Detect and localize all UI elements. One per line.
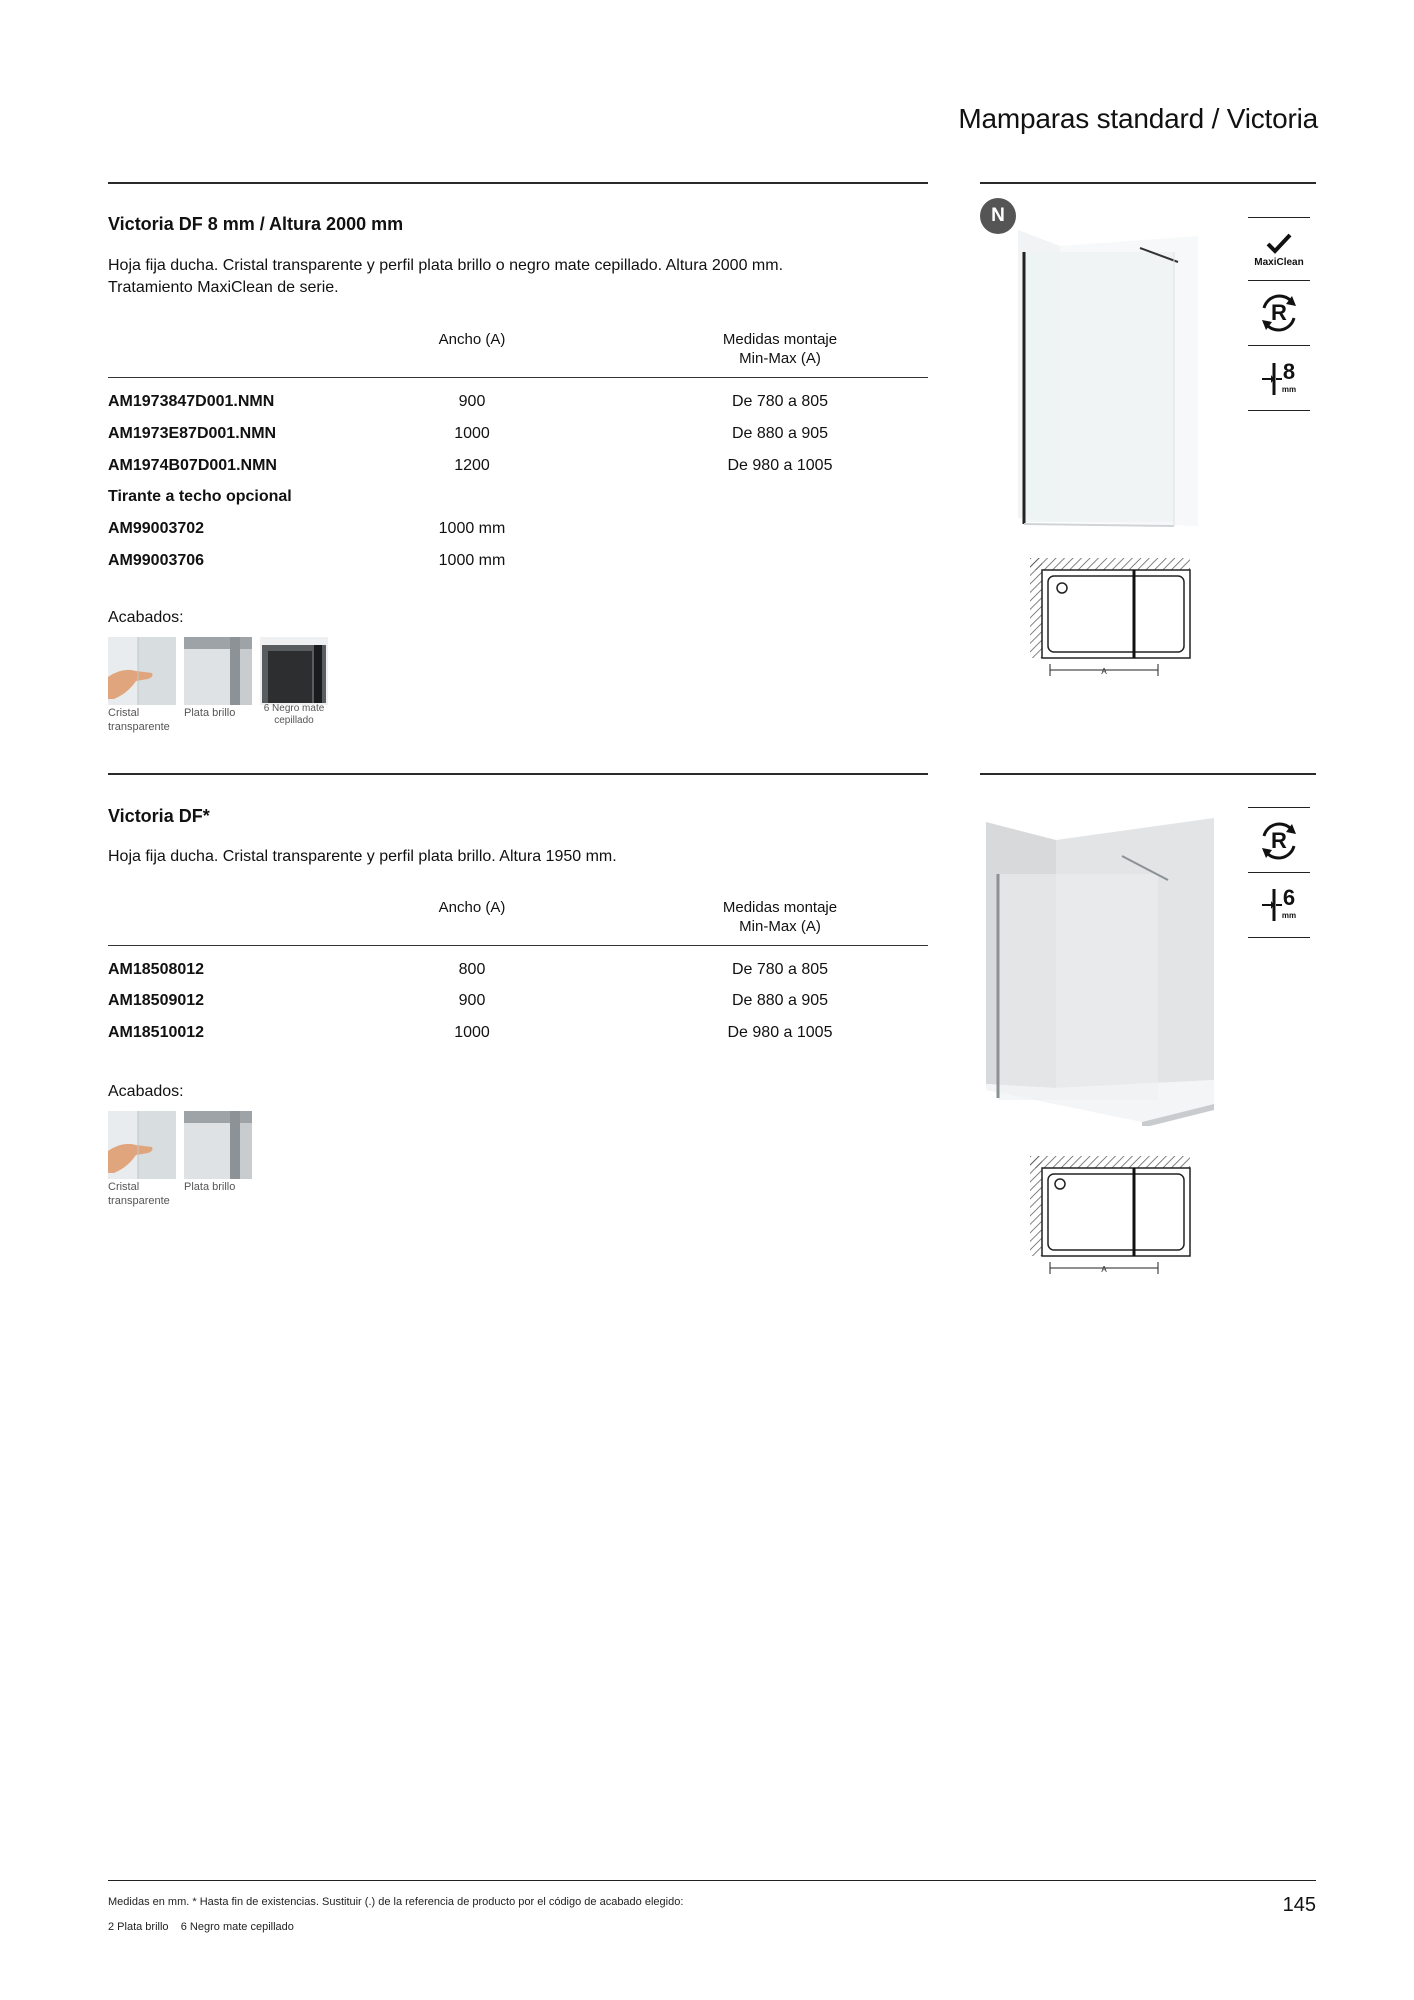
finish-swatch-clear-glass	[108, 637, 176, 705]
section1-description-line2: Tratamiento MaxiClean de serie.	[108, 279, 339, 296]
finish-swatch-silver	[184, 1111, 252, 1179]
thickness-number: 8	[1282, 359, 1296, 384]
section2-col-ancho: Ancho (A)	[438, 899, 506, 916]
section1-description	[108, 255, 783, 299]
medidas-value: De 980 a 1005	[727, 457, 833, 474]
optional-accessory-title: Tirante a techo opcional	[108, 488, 292, 505]
ancho-value: 1200	[454, 457, 490, 474]
section1-header-rule	[108, 377, 928, 378]
thickness-unit: mm	[1281, 911, 1297, 920]
finish-label-line1: Cristal	[108, 1181, 140, 1193]
thickness-unit: mm	[1281, 385, 1297, 394]
finish-label-line2: transparente	[108, 721, 170, 733]
section2-col-medidas-line2: Min-Max (A)	[739, 918, 821, 935]
ancho-value: 1000 mm	[438, 552, 506, 569]
thickness-badge	[1248, 876, 1310, 934]
thickness-badge	[1248, 350, 1310, 408]
section1-col-medidas-line2: Min-Max (A)	[739, 350, 821, 367]
section1-col-medidas	[680, 330, 880, 368]
medidas-value: De 980 a 1005	[727, 1024, 833, 1041]
section2-header-rule	[108, 945, 928, 946]
ancho-value: 1000	[454, 425, 490, 442]
section2-image-rule	[980, 773, 1316, 775]
section2-col-medidas-line1: Medidas montaje	[722, 899, 838, 916]
section2-top-rule	[108, 773, 928, 775]
section2-description: Hoja fija ducha. Cristal transparente y perfil plata brillo. Altura 1950 mm.	[108, 848, 617, 865]
finish-label-line1: 6 Negro mate	[263, 703, 325, 714]
medidas-value: De 780 a 805	[731, 393, 829, 410]
ancho-value: 800	[458, 961, 486, 978]
section1-description-line1: Hoja fija ducha. Cristal transparente y perfil plata brillo o negro mate cepillado. Altura 2000 mm.	[108, 257, 784, 274]
finish-swatch-silver	[184, 637, 252, 705]
section1-title: Victoria DF 8 mm / Altura 2000 mm	[108, 214, 404, 234]
icon-divider	[1248, 217, 1310, 218]
icon-divider	[1248, 807, 1310, 808]
finish-label-line2: transparente	[108, 1195, 170, 1207]
product-code: AM18510012	[108, 1024, 205, 1041]
new-badge: N	[980, 198, 1016, 234]
ancho-value: 1000 mm	[438, 520, 506, 537]
footer-note: Medidas en mm. * Hasta fin de existencias. Sustituir (.) de la referencia de producto por el código de acabado elegido:	[108, 1896, 684, 1908]
page-number: 145	[1282, 1894, 1316, 1916]
reversible-badge	[1248, 812, 1310, 870]
section1-col-ancho: Ancho (A)	[438, 331, 506, 348]
section1-image-rule	[980, 182, 1316, 184]
page-title: Mamparas standard / Victoria	[958, 103, 1318, 134]
product-code: AM1973847D001.NMN	[108, 393, 275, 410]
finish-label-line2: cepillado	[274, 715, 314, 726]
product-code: AM18508012	[108, 961, 205, 978]
section1-col-medidas-line1: Medidas montaje	[722, 331, 838, 348]
reversible-letter: R	[1271, 300, 1287, 325]
footer-rule	[108, 1880, 1316, 1881]
icon-divider	[1248, 280, 1310, 281]
finish-label-line1: Plata brillo	[184, 1181, 236, 1193]
checkmark-icon	[1266, 233, 1292, 255]
glass-thickness-icon	[1262, 887, 1282, 923]
finish-label	[184, 706, 235, 720]
medidas-value: De 780 a 805	[731, 961, 829, 978]
finish-label	[108, 706, 170, 734]
medidas-value: De 880 a 905	[731, 425, 829, 442]
product-code: AM99003702	[108, 520, 205, 537]
section2-col-medidas	[680, 898, 880, 936]
finish-label	[256, 703, 332, 727]
section1-acabados-label: Acabados:	[108, 609, 184, 626]
plan-diagram	[1030, 1156, 1200, 1286]
icon-divider	[1248, 345, 1310, 346]
finish-swatch-black	[260, 637, 328, 705]
finish-swatch-clear-glass	[108, 1111, 176, 1179]
thickness-value	[1282, 887, 1296, 923]
ancho-value: 1000	[454, 1024, 490, 1041]
section2-acabados-label: Acabados:	[108, 1083, 184, 1100]
product-code: AM18509012	[108, 992, 205, 1009]
thickness-number: 6	[1282, 885, 1296, 910]
section2-title: Victoria DF*	[108, 806, 210, 826]
icon-divider	[1248, 410, 1310, 411]
finish-label-line1: Plata brillo	[184, 707, 236, 719]
product-code: AM1974B07D001.NMN	[108, 457, 277, 474]
section1-top-rule	[108, 182, 928, 184]
finish-label	[184, 1180, 235, 1194]
ancho-value: 900	[458, 992, 486, 1009]
plan-diagram	[1030, 558, 1200, 688]
plan-dimension-label: A	[1101, 1265, 1107, 1274]
product-code: AM99003706	[108, 552, 205, 569]
thickness-value	[1282, 361, 1296, 397]
finish-label-line1: Cristal	[108, 707, 140, 719]
plan-dimension-label: A	[1101, 667, 1107, 676]
shower-screen-photo	[1010, 222, 1200, 534]
icon-divider	[1248, 937, 1310, 938]
glass-thickness-icon	[1262, 361, 1282, 397]
shower-screen-photo	[982, 816, 1222, 1126]
footer-finish-codes: 2 Plata brillo 6 Negro mate cepillado	[108, 1921, 294, 1933]
maxiclean-label: MaxiClean	[1254, 256, 1304, 268]
ancho-value: 900	[458, 393, 486, 410]
reversible-letter: R	[1271, 828, 1287, 853]
icon-divider	[1248, 872, 1310, 873]
reversible-badge	[1248, 284, 1310, 342]
product-code: AM1973E87D001.NMN	[108, 425, 277, 442]
finish-label	[108, 1180, 170, 1208]
medidas-value: De 880 a 905	[731, 992, 829, 1009]
maxiclean-badge	[1248, 222, 1310, 278]
